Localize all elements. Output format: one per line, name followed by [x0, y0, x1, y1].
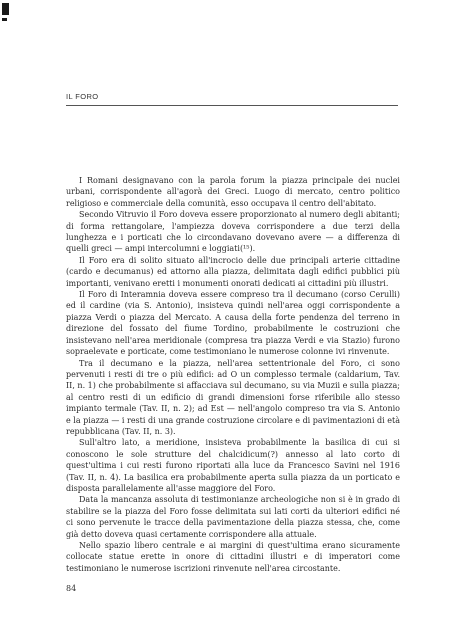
- page-header: [66, 92, 398, 106]
- paragraph: Tra il decumano e la piazza, nell'area settentrionale del Foro, ci sono pervenuti i resti di tre o più edifici: ad O un complesso termale (caldarium, Tav. II, n. 1) che probabilmente si affacciava sul decumano, su via Muzii e sulla piazza; al centro resti di un edificio di grandi dimensioni forse riferibile allo stesso impianto termale (Tav. II, n. 2); ad Est — nell'angolo compreso tra via S. Antonio e la piazza — i resti di una grande costruzione circolare e di pavimentazioni di età repubblicana (Tav. II, n. 3).: [66, 358, 400, 436]
- body-text: [66, 175, 400, 574]
- paragraph: I Romani designavano con la parola forum la piazza principale dei nuclei urbani, corrispondente all'agorà dei Greci. Luogo di mercato, centro politico religioso e commerciale della comunità, esso occupava il centro dell'abitato.: [66, 176, 400, 208]
- paragraph: Secondo Vitruvio il Foro doveva essere proporzionato al numero degli abitanti; di forma rettangolare, l'ampiezza doveva corrispondere a due terzi della lunghezza e i porticati che lo circondavano dovevano avere — a differenza di quelli greci — ampi intercolumni e loggiati(¹⁵).: [66, 210, 400, 254]
- paragraph: Il Foro era di solito situato all'incrocio delle due principali arterie cittadine (cardo e decumanus) ed attorno alla piazza, delimitata dagli edifici pubblici più importanti, venivano eretti i monumenti onorati dedicati ai cittadini più illustri.: [66, 255, 400, 288]
- scan-registration-bar: [2, 18, 7, 21]
- paragraph: Sull'altro lato, a meridione, insisteva probabilmente la basilica di cui si conoscono le sole strutture del chalcidicum(?) annesso al lato corto di quest'ultima i cui resti furono riportati alla luce da Francesco Savini nel 1916 (Tav. II, n. 4). La basilica era probabilmente aperta sulla piazza da un porticato e disposta parallelamente all'asse maggiore del Foro.: [66, 438, 400, 493]
- running-title: IL FORO: [66, 92, 99, 101]
- paragraph: Nello spazio libero centrale e ai margini di quest'ultima erano sicuramente collocate statue erette in onore di cittadini illustri e di imperatori come testimoniano le numerose iscrizioni rinvenute nell'area circostante.: [66, 541, 400, 573]
- scan-registration-mark: [2, 3, 9, 15]
- page-number: 84: [66, 584, 77, 593]
- paragraph: Data la mancanza assoluta di testimonianze archeologiche non si è in grado di stabilire se la piazza del Foro fosse delimitata sui lati corti da ulteriori edifici né ci sono pervenute le tracce della pavimentazione della piazza stessa, che, come già detto doveva quasi certamente corrispondere alla attuale.: [66, 495, 400, 539]
- paragraph: Il Foro di Interamnia doveva essere compreso tra il decumano (corso Cerulli) ed il cardine (via S. Antonio), insisteva quindi nell'area oggi corrispondente a piazza Verdi o piazza del Mercato. A causa della forte pendenza del terreno in direzione del fossato del fiume Tordino, probabilmente le costruzioni che insistevano nell'area meridionale (compresa tra piazza Verdi e via Stazio) furono sopraelevate e porticate, come testimoniano le numerose colonne ivi rinvenute.: [66, 290, 400, 357]
- header-rule: [66, 105, 398, 106]
